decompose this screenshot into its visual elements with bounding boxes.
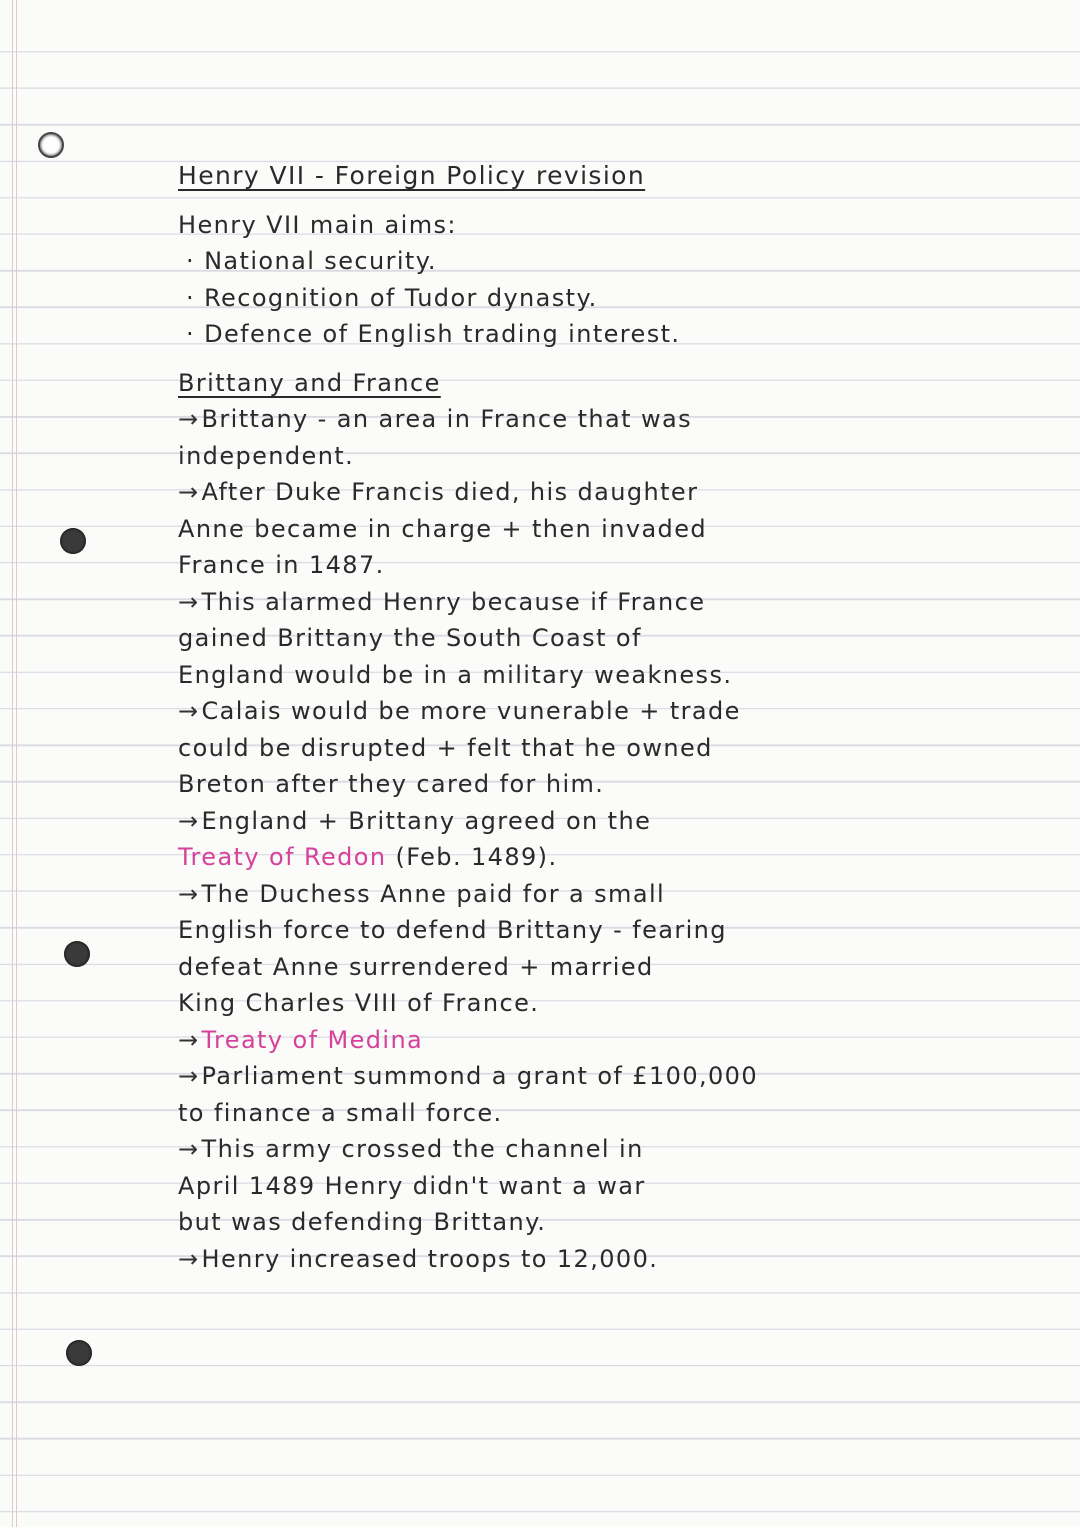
note-line — [178, 949, 1058, 986]
note-line — [178, 1131, 1058, 1168]
notes-block — [178, 401, 1058, 839]
note-text: Breton after they cared for him. — [178, 770, 605, 798]
punch-hole — [66, 1340, 92, 1366]
note-line — [178, 1204, 1058, 1241]
aim-text: Defence of English trading interest. — [204, 320, 681, 348]
arrow-icon: → — [178, 1244, 200, 1273]
notes-block — [178, 876, 1058, 1022]
note-text: England + Brittany agreed on the — [201, 806, 652, 835]
note-text: but was defending Brittany. — [178, 1208, 547, 1236]
note-line — [178, 1058, 1058, 1095]
note-line — [178, 1241, 1058, 1278]
note-text: to finance a small force. — [178, 1098, 503, 1127]
punch-hole — [38, 132, 64, 158]
arrow-icon: → — [178, 1062, 200, 1090]
aim-item — [178, 243, 1058, 280]
note-line — [178, 766, 1058, 803]
note-line — [178, 474, 1058, 511]
note-text: independent. — [178, 441, 355, 470]
note-line — [178, 730, 1058, 767]
note-text: English force to defend Brittany - fearing — [178, 916, 727, 944]
aims-list — [178, 243, 1058, 353]
note-text: Calais would be more vunerable + trade — [201, 697, 741, 725]
bullet-dot-icon: · — [186, 320, 205, 348]
margin-line — [16, 0, 17, 1527]
note-line — [178, 876, 1058, 913]
note-text: The Duchess Anne paid for a small — [201, 879, 666, 908]
arrow-icon: → — [178, 806, 200, 835]
arrow-icon: → — [178, 478, 200, 506]
punch-hole — [60, 528, 86, 554]
treaty-medina-line — [178, 1022, 1058, 1059]
note-line — [178, 1095, 1058, 1132]
treaty-redon-date: (Feb. 1489). — [395, 843, 558, 871]
note-text: defeat Anne surrendered + married — [178, 952, 654, 981]
note-text: Parliament summond a grant of £100,000 — [201, 1062, 759, 1090]
note-text: This army crossed the channel in — [201, 1135, 644, 1163]
notes-content — [178, 158, 1058, 1277]
note-text: April 1489 Henry didn't want a war — [178, 1171, 646, 1200]
note-line — [178, 912, 1058, 949]
arrow-icon: → — [178, 879, 200, 908]
treaty-medina: Treaty of Medina — [201, 1025, 424, 1054]
arrow-icon: → — [178, 1025, 200, 1054]
arrow-icon: → — [178, 405, 200, 433]
note-text: England would be in a military weakness. — [178, 660, 733, 689]
bullet-dot-icon: · — [186, 283, 205, 312]
treaty-redon-line — [178, 839, 1058, 876]
note-line — [178, 693, 1058, 730]
note-line — [178, 584, 1058, 621]
note-line — [178, 985, 1058, 1022]
note-line — [178, 657, 1058, 694]
arrow-icon: → — [178, 1135, 200, 1163]
arrow-icon: → — [178, 587, 200, 616]
note-text: gained Brittany the South Coast of — [178, 624, 642, 652]
note-line — [178, 511, 1058, 548]
note-line — [178, 620, 1058, 657]
note-text: Brittany - an area in France that was — [201, 405, 693, 433]
aims-heading: Henry VII main aims: — [178, 210, 457, 239]
arrow-icon: → — [178, 697, 200, 725]
page-title: Henry VII - Foreign Policy revision — [178, 161, 646, 190]
aim-item — [178, 280, 1058, 317]
punch-hole — [64, 941, 90, 967]
note-text: Henry increased troops to 12,000. — [201, 1244, 659, 1273]
bullet-dot-icon: · — [186, 247, 205, 275]
aim-item — [178, 316, 1058, 353]
section-heading: Brittany and France — [178, 368, 441, 397]
note-text: Anne became in charge + then invaded — [178, 514, 707, 543]
note-line — [178, 438, 1058, 475]
note-text: could be disrupted + felt that he owned — [178, 733, 713, 762]
aim-text: National security. — [204, 247, 437, 275]
notes-block — [178, 1058, 1058, 1277]
note-text: King Charles VIII of France. — [178, 989, 540, 1017]
note-text: After Duke Francis died, his daughter — [201, 478, 699, 506]
margin-line — [12, 0, 13, 1527]
aim-text: Recognition of Tudor dynasty. — [204, 283, 598, 312]
note-line — [178, 803, 1058, 840]
note-line — [178, 1168, 1058, 1205]
note-text: France in 1487. — [178, 551, 385, 579]
treaty-redon: Treaty of Redon — [178, 843, 387, 871]
note-line — [178, 401, 1058, 438]
note-line — [178, 547, 1058, 584]
note-text: This alarmed Henry because if France — [201, 587, 706, 616]
